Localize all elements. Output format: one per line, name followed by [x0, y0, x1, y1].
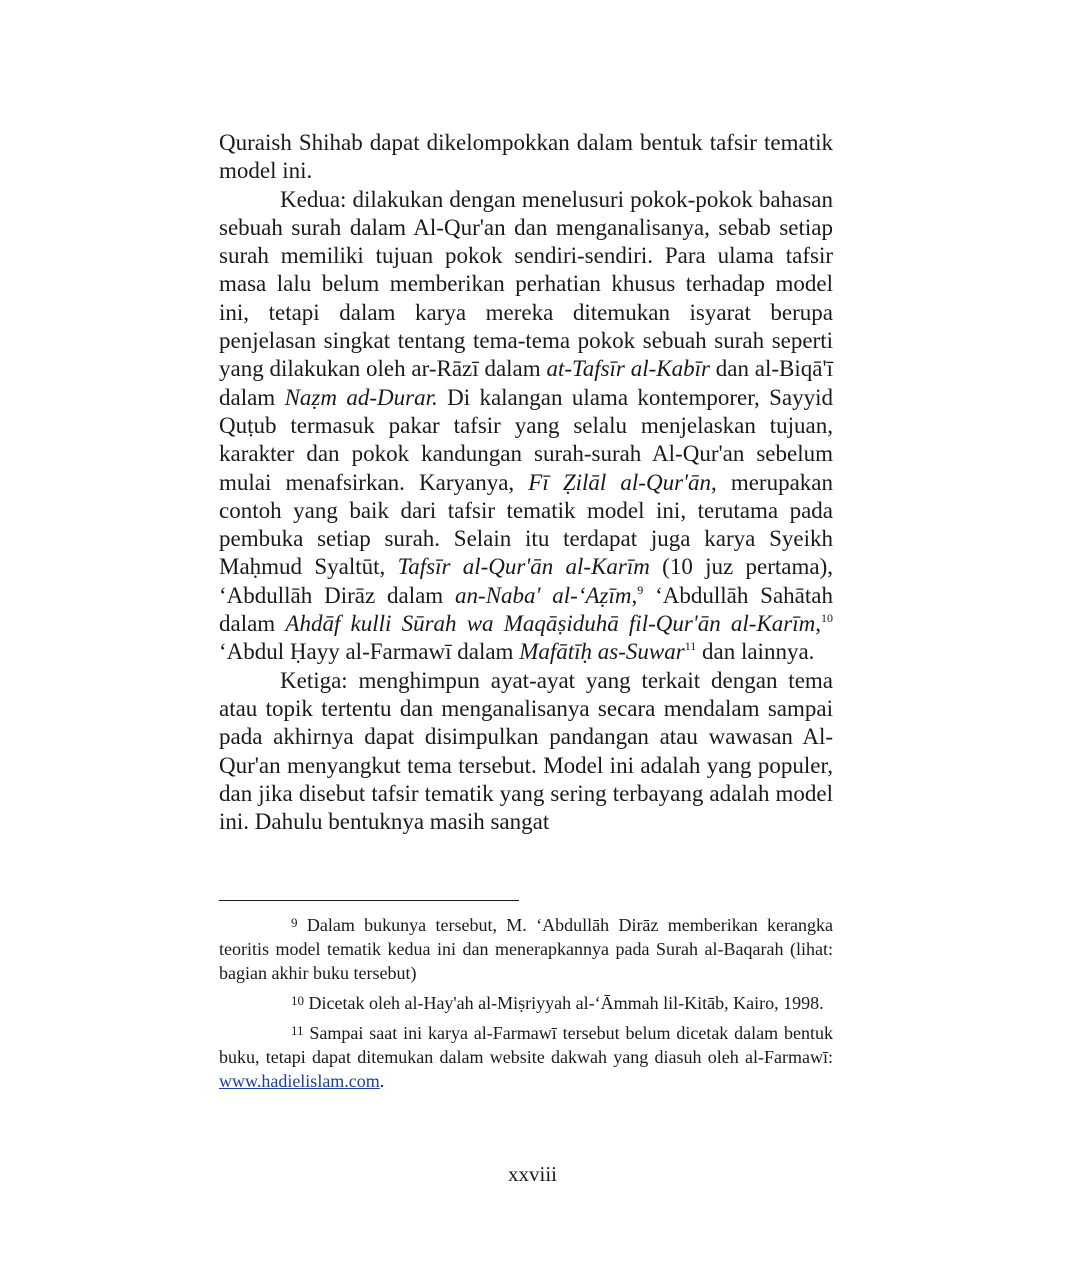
footnote-10: $^{10}$ Dicetak oleh al-Hay'ah al-Miṣriyyah al-‘Āmmah lil-Kitāb, Kairo, 1998.: [291, 993, 824, 1013]
paragraph-1: Quraish Shihab dapat dikelompokkan dalam bentuk tafsir tematik model ini.: [219, 130, 833, 184]
book-title: at-Tafsīr al-Kabīr: [546, 356, 710, 382]
book-title: Ahdāf kulli Sūrah wa Maqāṣiduhā fil-Qur'ān al-Karīm: [285, 611, 816, 637]
footnote-number: 10: [291, 993, 304, 1008]
footnote-number: 11: [291, 1023, 304, 1038]
paragraph-2: Kedua: dilakukan dengan menelusuri pokok-pokok bahasan sebuah surah dalam Al-Qur'an dan menganalisanya, sebab setiap surah memiliki tujuan pokok sendiri-sendiri. Para ulama tafsir masa lalu belum memberikan perhatian khusus terhadap model ini, tetapi dalam karya mereka ditemukan isyarat berupa penjelasan singkat tentang tema-tema pokok sebuah surah seperti yang dilakukan oleh ar-Rāzī dalam at-Tafsīr al-Kabīr dan al-Biqā'ī dalam Naẓm ad-Durar. Di kalangan ulama kontemporer, Sayyid Quṭub termasuk pakar tafsir yang selalu menjelaskan tujuan, karakter dan pokok kandungan surah-surah Al-Qur'an sebelum mulai menafsirkan. Karyanya, Fī Ẓilāl al-Qur'ān, merupakan contoh yang baik dari tafsir tematik model ini, terutama pada pembuka setiap surah. Selain itu terdapat juga karya Syeikh Maḥmud Syaltūt, Tafsīr al-Qur'ān al-Karīm (10 juz pertama), ‘Abdullāh Dirāz dalam an-Naba' al-‘Aẓīm,$^9$ ‘Abdullāh Sahātah dalam Ahdāf kulli Sūrah wa Maqāṣiduhā fil-Qur'ān al-Karīm,$^{10}$ ‘Abdul Ḥayy al-Farmawī dalam Mafātīḥ as-Suwar$^{11}$ dan lainnya.: [219, 186, 833, 665]
footnote-ref: 9: [637, 582, 644, 597]
book-title: Tafsīr al-Qur'ān al-Karīm: [397, 554, 650, 580]
footnote-9: $^9$ Dalam bukunya tersebut, M. ‘Abdullāh Dirāz memberikan kerangka teoritis model tematik kedua ini dan menerapkannya pada Surah al-Baqarah (lihat: bagian akhir buku tersebut): [219, 915, 834, 983]
footnote-11: $^{11}$ Sampai saat ini karya al-Farmawī tersebut belum dicetak dalam bentuk buku, tetapi dapat ditemukan dalam website dakwah yang diasuh oleh al-Farmawī: www.hadielislam.com.: [219, 1023, 833, 1091]
book-title: Mafātīḥ as-Suwar: [519, 639, 685, 665]
footnote-divider: [219, 900, 519, 901]
page-number: xxviii: [507, 1162, 557, 1186]
main-text: [219, 129, 833, 836]
paragraph-3: Ketiga: menghimpun ayat-ayat yang terkait dengan tema atau topik tertentu dan menganalisanya secara mendalam sampai pada akhirnya dapat disimpulkan pandangan atau wawasan Al-Qur'an menyangkut tema tersebut. Model ini adalah yang populer, dan jika disebut tafsir tematik yang sering terbayang adalah model ini. Dahulu bentuknya masih sangat: [219, 667, 833, 835]
book-title: Fī Ẓilāl al-Qur'ān: [528, 469, 711, 495]
footnote-number: 9: [291, 915, 298, 930]
footnote-ref: 11: [684, 639, 697, 654]
website-link[interactable]: www.hadielislam.com: [219, 1071, 380, 1091]
book-title: an-Naba' al-‘Aẓīm: [455, 582, 632, 608]
footnotes: [219, 913, 833, 1099]
footnote-ref: 10: [821, 611, 833, 626]
book-title: Naẓm ad-Durar.: [284, 384, 438, 410]
